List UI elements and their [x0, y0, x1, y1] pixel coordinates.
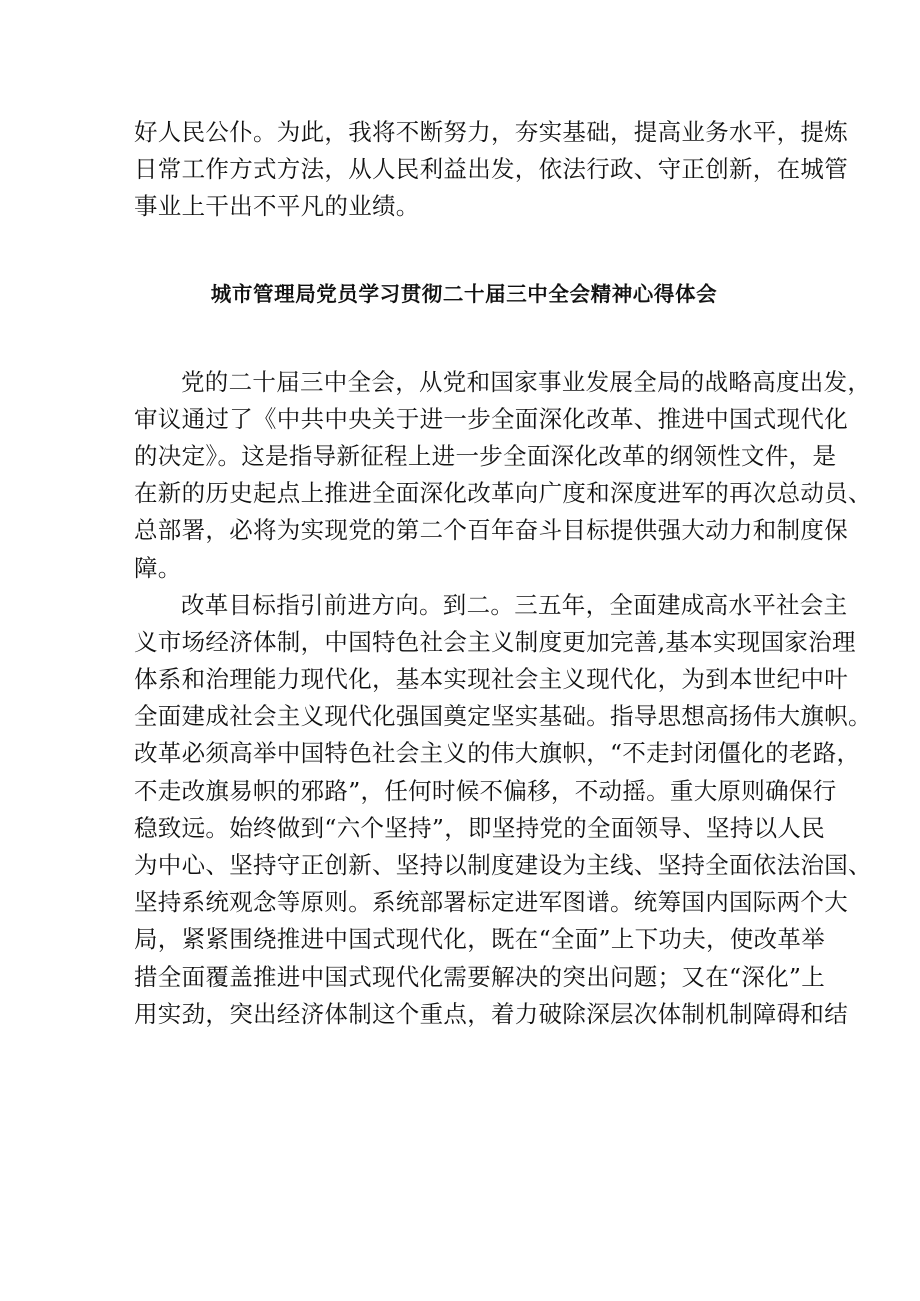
- paragraph-1-line-1: 党的二十届三中全会，从党和国家事业发展全局的战略高度出发，: [181, 367, 872, 396]
- paragraph-2-line-12: 用实劲，突出经济体制这个重点，着力破除深层次体制机制障碍和结: [134, 999, 848, 1028]
- paragraph-2-line-7: 稳致远。始终做到“六个坚持”，即坚持党的全面领导、坚持以人民: [134, 813, 826, 842]
- paragraph-2-line-6: 不走改旗易帜的邪路”，任何时候不偏移，不动摇。重大原则确保行: [134, 776, 837, 805]
- paragraph-1-line-5: 总部署，必将为实现党的第二个百年奋斗目标提供强大动力和制度保: [134, 516, 848, 545]
- paragraph-1-line-4: 在新的历史起点上推进全面深化改革向广度和深度进军的再次总动员、: [134, 479, 872, 508]
- article-title: 城市管理局党员学习贯彻二十届三中全会精神心得体会: [210, 281, 718, 306]
- paragraph-2-line-5: 改革必须高举中国特色社会主义的伟大旗帜，“不走封闭僵化的老路，: [134, 739, 861, 768]
- paragraph-2-line-11: 措全面覆盖推进中国式现代化需要解决的突出问题；又在“深化”上: [134, 962, 826, 991]
- paragraph-2-line-8: 为中心、坚持守正创新、坚持以制度建设为主线、坚持全面依法治国、: [134, 851, 872, 879]
- paragraph-2-line-9: 坚持系统观念等原则。系统部署标定进军图谱。统筹国内国际两个大: [134, 888, 848, 917]
- paragraph-2-line-3: 体系和治理能力现代化，基本实现社会主义现代化，为到本世纪中叶: [134, 665, 848, 694]
- paragraph-1-line-3: 的决定》。这是指导新征程上进一步全面深化改革的纲领性文件，是: [134, 441, 837, 470]
- intro-line-1: 好人民公仆。为此，我将不断努力，夯实基础，提高业务水平，提炼: [134, 118, 848, 146]
- intro-paragraph: [134, 114, 848, 226]
- paragraph-2-line-1: 改革目标指引前进方向。到二。三五年，全面建成高水平社会主: [181, 590, 848, 619]
- paragraph-1-line-6: 障。: [134, 553, 182, 582]
- paragraph-2: [134, 587, 872, 1033]
- paragraph-1-line-2: 审议通过了《中共中央关于进一步全面深化改革、推进中国式现代化: [134, 404, 848, 433]
- paragraph-2-line-4: 全面建成社会主义现代化强国奠定坚实基础。指导思想高扬伟大旗帜。: [134, 702, 872, 731]
- intro-line-3: 事业上干出不平凡的业绩。: [134, 192, 420, 221]
- paragraph-2-line-10: 局，紧紧围绕推进中国式现代化，既在“全面”上下功夫，使改革举: [134, 925, 826, 954]
- paragraph-2-line-2: 义市场经济体制，中国特色社会主义制度更加完善,基本实现国家治理: [134, 627, 856, 656]
- document-body: [134, 114, 872, 1033]
- paragraph-1: [134, 364, 872, 587]
- intro-line-2: 日常工作方式方法，从人民利益出发，依法行政、守正创新，在城管: [134, 155, 848, 184]
